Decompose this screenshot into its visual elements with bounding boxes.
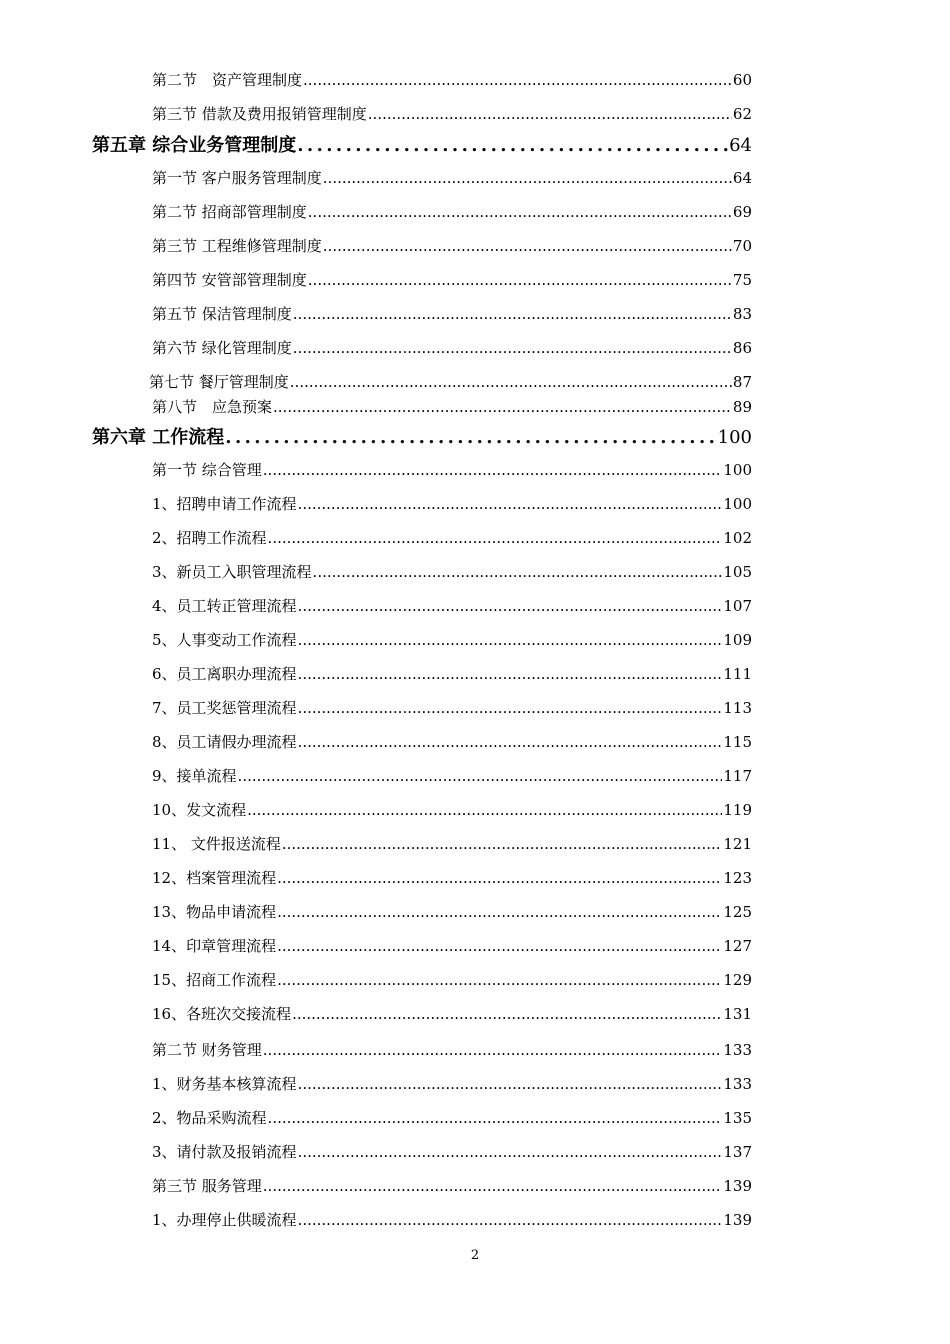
dot-leader bbox=[277, 970, 722, 990]
toc-entry-item-14[interactable] bbox=[152, 936, 752, 956]
toc-entry-section-1-customer-service[interactable] bbox=[152, 168, 752, 188]
toc-entry-item-6[interactable] bbox=[152, 664, 752, 684]
dot-leader bbox=[247, 800, 722, 820]
dot-leader bbox=[298, 1074, 723, 1094]
toc-entry-item-13[interactable] bbox=[152, 902, 752, 922]
toc-entry-label: 7、员工奖惩管理流程 bbox=[152, 699, 297, 717]
toc-entry-label: 第二节 资产管理制度 bbox=[152, 71, 303, 89]
toc-entry-service-item-1[interactable] bbox=[152, 1210, 752, 1230]
toc-entry-label: 15、招商工作流程 bbox=[152, 971, 277, 989]
toc-entry-label: 第一节 综合管理 bbox=[152, 461, 262, 479]
toc-chapter-label: 第六章 工作流程 bbox=[92, 427, 225, 448]
dot-leader bbox=[293, 338, 732, 358]
toc-chapter-page: 100 bbox=[717, 427, 752, 448]
toc-entry-label: 第八节 应急预案 bbox=[152, 398, 273, 416]
toc-entry-label: 3、新员工入职管理流程 bbox=[152, 563, 312, 581]
dot-leader bbox=[298, 664, 723, 684]
toc-entry-page: 119 bbox=[723, 801, 752, 819]
dot-leader bbox=[225, 426, 716, 450]
dot-leader bbox=[277, 936, 722, 956]
dot-leader bbox=[277, 868, 722, 888]
page-number: 2 bbox=[470, 1248, 480, 1263]
toc-chapter-page: 64 bbox=[729, 135, 752, 156]
dot-leader bbox=[277, 902, 722, 922]
dot-leader bbox=[308, 202, 732, 222]
toc-entry-label: 第三节 借款及费用报销管理制度 bbox=[152, 105, 367, 123]
toc-entry-finance-item-1[interactable] bbox=[152, 1074, 752, 1094]
toc-entry-label: 第三节 服务管理 bbox=[152, 1177, 262, 1195]
toc-entry-page: 117 bbox=[723, 767, 752, 785]
dot-leader bbox=[303, 70, 732, 90]
toc-entry-page: 113 bbox=[723, 699, 752, 717]
toc-entry-finance-item-2[interactable] bbox=[152, 1108, 752, 1128]
toc-entry-page: 100 bbox=[723, 461, 752, 479]
toc-entry-label: 2、物品采购流程 bbox=[152, 1109, 267, 1127]
dot-leader bbox=[308, 270, 732, 290]
toc-entry-item-2[interactable] bbox=[152, 528, 752, 548]
toc-entry-item-5[interactable] bbox=[152, 630, 752, 650]
toc-entry-label: 12、档案管理流程 bbox=[152, 869, 277, 887]
toc-entry-item-16[interactable] bbox=[152, 1004, 752, 1024]
toc-chapter-5[interactable] bbox=[92, 134, 752, 158]
toc-entry-section-3-maintenance[interactable] bbox=[152, 236, 752, 256]
dot-leader bbox=[290, 372, 732, 392]
toc-entry-section-1-general[interactable] bbox=[152, 460, 752, 480]
dot-leader bbox=[323, 168, 732, 188]
dot-leader bbox=[263, 1040, 723, 1060]
toc-entry-label: 14、印章管理流程 bbox=[152, 937, 277, 955]
toc-entry-label: 6、员工离职办理流程 bbox=[152, 665, 297, 683]
toc-entry-page: 133 bbox=[723, 1041, 752, 1059]
toc-entry-section-2-finance[interactable] bbox=[152, 1040, 752, 1060]
toc-entry-label: 第六节 绿化管理制度 bbox=[152, 339, 292, 357]
dot-leader bbox=[298, 1210, 723, 1230]
toc-entry-page: 62 bbox=[732, 105, 752, 123]
dot-leader bbox=[298, 732, 723, 752]
toc-entry-page: 102 bbox=[723, 529, 752, 547]
toc-entry-page: 69 bbox=[732, 203, 752, 221]
toc-entry-section-2-investment[interactable] bbox=[152, 202, 752, 222]
toc-entry-section-6-greening[interactable] bbox=[152, 338, 752, 358]
toc-entry-page: 111 bbox=[723, 665, 752, 683]
dot-leader bbox=[273, 397, 732, 417]
toc-entry-item-4[interactable] bbox=[152, 596, 752, 616]
toc-chapter-6[interactable] bbox=[92, 426, 752, 450]
toc-entry-page: 109 bbox=[723, 631, 752, 649]
toc-entry-page: 123 bbox=[723, 869, 752, 887]
toc-entry-label: 第三节 工程维修管理制度 bbox=[152, 237, 322, 255]
toc-entry-item-7[interactable] bbox=[152, 698, 752, 718]
toc-entry-section-3-service[interactable] bbox=[152, 1176, 752, 1196]
dot-leader bbox=[268, 1108, 723, 1128]
dot-leader bbox=[293, 304, 732, 324]
toc-entry-label: 16、各班次交接流程 bbox=[152, 1005, 292, 1023]
toc-entry-section-3-loans[interactable] bbox=[152, 104, 752, 124]
toc-entry-label: 2、招聘工作流程 bbox=[152, 529, 267, 547]
toc-entry-item-1[interactable] bbox=[152, 494, 752, 514]
toc-entry-page: 100 bbox=[723, 495, 752, 513]
toc-entry-item-11[interactable] bbox=[152, 834, 752, 854]
toc-entry-page: 75 bbox=[732, 271, 752, 289]
toc-entry-item-10[interactable] bbox=[152, 800, 752, 820]
toc-entry-label: 第一节 客户服务管理制度 bbox=[152, 169, 322, 187]
dot-leader bbox=[298, 698, 723, 718]
toc-entry-label: 第五节 保洁管理制度 bbox=[152, 305, 292, 323]
toc-entry-page: 70 bbox=[732, 237, 752, 255]
toc-entry-page: 135 bbox=[723, 1109, 752, 1127]
dot-leader bbox=[298, 596, 723, 616]
page-footer bbox=[0, 1248, 950, 1263]
toc-entry-label: 第二节 财务管理 bbox=[152, 1041, 262, 1059]
toc-entry-label: 10、发文流程 bbox=[152, 801, 247, 819]
toc-entry-item-12[interactable] bbox=[152, 868, 752, 888]
toc-entry-label: 13、物品申请流程 bbox=[152, 903, 277, 921]
toc-entry-page: 139 bbox=[723, 1177, 752, 1195]
toc-entry-label: 第二节 招商部管理制度 bbox=[152, 203, 307, 221]
dot-leader bbox=[297, 134, 728, 158]
toc-entry-page: 60 bbox=[732, 71, 752, 89]
toc-entry-label: 8、员工请假办理流程 bbox=[152, 733, 297, 751]
toc-entry-item-8[interactable] bbox=[152, 732, 752, 752]
toc-entry-page: 129 bbox=[723, 971, 752, 989]
toc-chapter-label: 第五章 综合业务管理制度 bbox=[92, 135, 297, 156]
toc-entry-page: 107 bbox=[723, 597, 752, 615]
dot-leader bbox=[313, 562, 723, 582]
toc-entry-page: 127 bbox=[723, 937, 752, 955]
toc-entry-page: 133 bbox=[723, 1075, 752, 1093]
dot-leader bbox=[263, 1176, 723, 1196]
toc-entry-label: 1、招聘申请工作流程 bbox=[152, 495, 297, 513]
dot-leader bbox=[263, 460, 723, 480]
dot-leader bbox=[368, 104, 732, 124]
toc-entry-page: 87 bbox=[732, 373, 752, 391]
dot-leader bbox=[238, 766, 723, 786]
dot-leader bbox=[282, 834, 723, 854]
toc-entry-page: 139 bbox=[723, 1211, 752, 1229]
toc-entry-page: 105 bbox=[723, 563, 752, 581]
dot-leader bbox=[298, 1142, 723, 1162]
toc-entry-label: 第七节 餐厅管理制度 bbox=[149, 373, 289, 391]
toc-entry-section-8-emergency[interactable] bbox=[152, 397, 752, 417]
toc-entry-page: 86 bbox=[732, 339, 752, 357]
dot-leader bbox=[323, 236, 732, 256]
toc-entry-label: 9、接单流程 bbox=[152, 767, 237, 785]
dot-leader bbox=[268, 528, 723, 548]
dot-leader bbox=[298, 630, 723, 650]
toc-entry-label: 1、财务基本核算流程 bbox=[152, 1075, 297, 1093]
toc-entry-finance-item-3[interactable] bbox=[152, 1142, 752, 1162]
toc-entry-label: 1、办理停止供暖流程 bbox=[152, 1211, 297, 1229]
toc-entry-page: 89 bbox=[732, 398, 752, 416]
toc-entry-page: 64 bbox=[732, 169, 752, 187]
toc-entry-page: 131 bbox=[723, 1005, 752, 1023]
toc-entry-page: 125 bbox=[723, 903, 752, 921]
toc-entry-page: 121 bbox=[723, 835, 752, 853]
toc-entry-page: 83 bbox=[732, 305, 752, 323]
toc-entry-section-7-canteen[interactable] bbox=[149, 372, 752, 392]
dot-leader bbox=[292, 1004, 722, 1024]
dot-leader bbox=[298, 494, 723, 514]
toc-entry-label: 5、人事变动工作流程 bbox=[152, 631, 297, 649]
toc-entry-label: 3、请付款及报销流程 bbox=[152, 1143, 297, 1161]
toc-entry-section-5-cleaning[interactable] bbox=[152, 304, 752, 324]
toc-entry-item-3[interactable] bbox=[152, 562, 752, 582]
toc-entry-label: 4、员工转正管理流程 bbox=[152, 597, 297, 615]
toc-entry-section-4-security[interactable] bbox=[152, 270, 752, 290]
toc-entry-page: 137 bbox=[723, 1143, 752, 1161]
toc-entry-item-9[interactable] bbox=[152, 766, 752, 786]
toc-entry-section-2-assets[interactable] bbox=[152, 70, 752, 90]
toc-entry-item-15[interactable] bbox=[152, 970, 752, 990]
toc-entry-label: 11、 文件报送流程 bbox=[152, 835, 281, 853]
toc-entry-label: 第四节 安管部管理制度 bbox=[152, 271, 307, 289]
toc-entry-page: 115 bbox=[723, 733, 752, 751]
